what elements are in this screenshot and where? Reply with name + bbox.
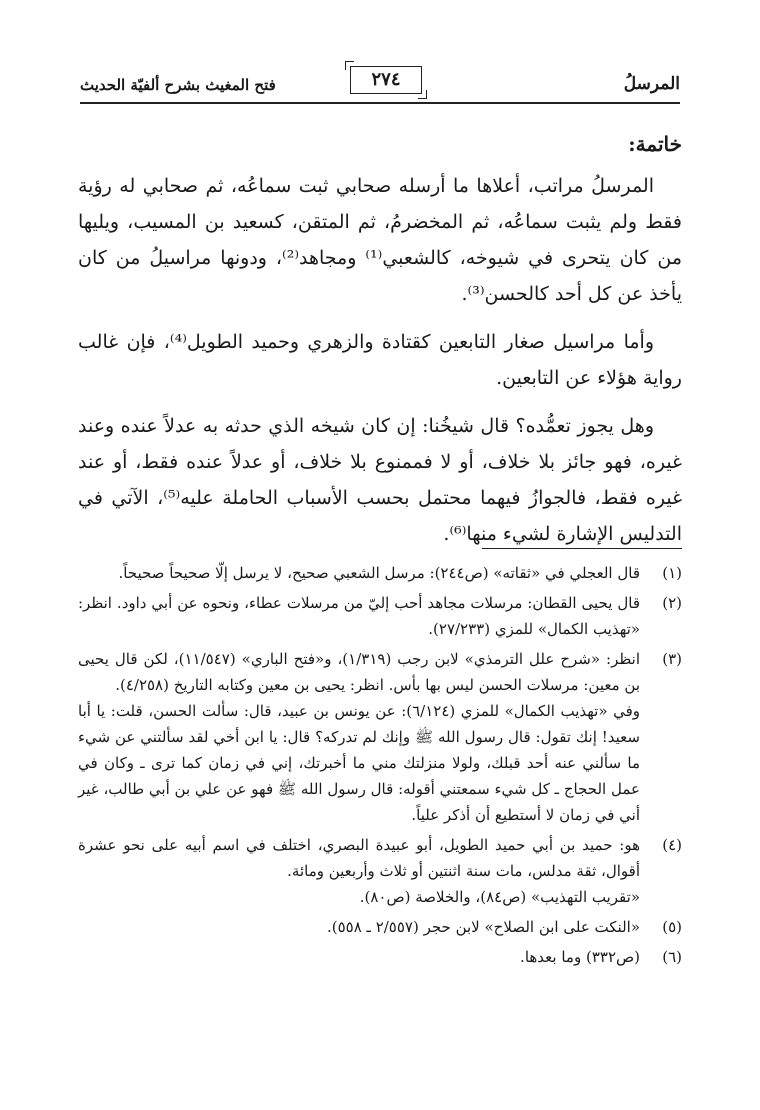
footnote-text: قال يحيى القطان: مرسلات مجاهد أحب إليّ من مرسلات عطاء، ونحوه عن أبي داود. انظر: «تهذيب الكمال» للمزي (٢٧/٢٣٣). xyxy=(78,594,640,638)
footnote xyxy=(78,560,682,586)
header-rule xyxy=(80,102,680,104)
footnote-text: «تقريب التهذيب» (ص٨٤)، والخلاصة (ص٨٠). xyxy=(359,888,640,906)
footnote-number: (٣) xyxy=(662,650,682,668)
footnote xyxy=(78,832,682,910)
section-title: المرسلُ xyxy=(623,74,680,94)
footnote-text: «النكت على ابن الصلاح» لابن حجر (٢/٥٥٧ ـ ٥٥٨). xyxy=(326,918,640,936)
running-header xyxy=(80,64,680,104)
footnote-number: (٤) xyxy=(662,836,682,854)
footnote-text: وفي «تهذيب الكمال» للمزي (٦/١٢٤): عن يونس بن عبيد، قال: سألت الحسن، قلت: يا أبا سعيد! إنك تقول: قال رسول الله ﷺ وإنك لم تدركه؟ قال: يا ابن أخي لقد سألتني عن شيء ما سألني عنه أحد قبلك، ولولا منزلتك مني ما أخبرتك، إني في زمان كما ترى ـ وكان في عمل الحجاج ـ كل شيء سمعتني أقوله: قال رسول الله ﷺ فهو عن علي بن أبي طالب، غير أني في زمان لا أستطيع أن أذكر علياً. xyxy=(78,702,640,824)
footnote-text: (ص٣٣٢) وما بعدها. xyxy=(520,948,640,966)
footnote-number: (١) xyxy=(662,564,682,582)
main-text xyxy=(78,126,682,564)
footnote-number: (٦) xyxy=(662,948,682,966)
paragraph: المرسلُ مراتب، أعلاها ما أرسله صحابي ثبت سماعُه، ثم صحابي له رؤية فقط ولم يثبت سماعُه، ثم المخضرمُ، ثم المتقن، كسعيد بن المسيب، ويليها من كان يتحرى في شيوخه، كالشعبي⁽¹⁾ ومجاهد⁽²⁾، ودونها مراسيلُ من كان يأخذ عن كل أحد كالحسن⁽³⁾. xyxy=(78,175,682,305)
footnote xyxy=(78,590,682,642)
footnote-text: هو: حميد بن أبي حميد الطويل، أبو عبيدة البصري، اختلف في اسم أبيه على نحو عشرة أقوال، ثقة مدلس، مات سنة اثنتين أو ثلاث وأربعين ومائة. xyxy=(78,836,640,880)
footnote-separator xyxy=(482,548,682,549)
footnote xyxy=(78,646,682,828)
footnote xyxy=(78,944,682,970)
paragraph: وأما مراسيل صغار التابعين كقتادة والزهري وحميد الطويل⁽⁴⁾، فإن غالب رواية هؤلاء عن التابعين. xyxy=(78,331,682,389)
footnote-number: (٥) xyxy=(662,918,682,936)
footnote-text: قال العجلي في «ثقاته» (ص٢٤٤): مرسل الشعبي صحيح، لا يرسل إلّا صحيحاً صحيحاً. xyxy=(118,564,640,582)
footnote-number: (٢) xyxy=(662,594,682,612)
page-number: ٢٧٤ xyxy=(350,66,422,94)
footnote-text: انظر: «شرح علل الترمذي» لابن رجب (١/٣١٩)، و«فتح الباري» (١١/٥٤٧)، لكن قال يحيى بن معين: مرسلات الحسن ليس بها بأس. انظر: يحيى بن معين وكتابه التاريخ (٤/٢٥٨). xyxy=(78,650,640,694)
footnotes xyxy=(78,560,682,974)
section-heading: خاتمة: xyxy=(628,132,682,156)
paragraph: وهل يجوز تعمُّده؟ قال شيخُنا: إن كان شيخه الذي حدثه به عدلاً عنده وعند غيره، فهو جائز بلا خلاف، أو لا فممنوع بلا خلاف، أو عدلاً عنده فقط، أو عند غيره فقط، فالجوازُ فيهما محتمل بحسب الأسباب الحاملة عليه⁽⁵⁾، الآتي في التدليس الإشارة لشيء منها⁽⁶⁾. xyxy=(78,415,683,545)
book-title: فتح المغيث بشرح ألفيّة الحديث xyxy=(80,76,276,94)
footnote xyxy=(78,914,682,940)
